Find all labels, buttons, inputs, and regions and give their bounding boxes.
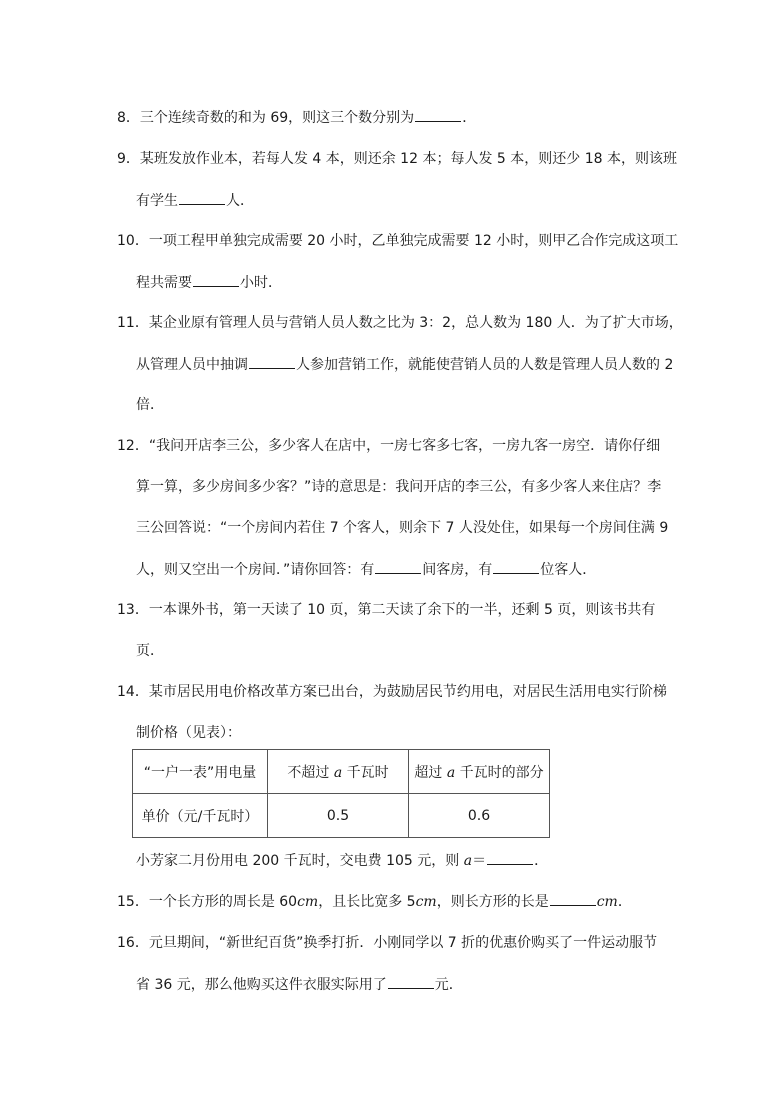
question-10 (117, 231, 678, 251)
question-number: 16． (117, 935, 149, 951)
answer-blank (388, 974, 434, 989)
question-text: 人，则又空出一个房间．”请你回答：有 (136, 562, 375, 578)
cell-text: 超过 (414, 764, 447, 781)
question-text: ． (534, 853, 549, 869)
question-9 (117, 149, 677, 169)
question-12-line-3 (136, 518, 668, 538)
question-text: 有学生 (136, 193, 178, 209)
question-text: ． (617, 894, 632, 910)
price-table (132, 749, 550, 838)
table-header-cell (133, 750, 268, 794)
answer-blank (375, 559, 421, 574)
table-row (133, 794, 550, 838)
variable-a: a (333, 764, 343, 781)
question-text: 页． (136, 643, 164, 659)
question-15 (117, 891, 632, 912)
question-16 (117, 933, 657, 953)
answer-blank (193, 272, 239, 287)
answer-blank (415, 107, 461, 122)
question-9-line-2 (136, 190, 254, 211)
question-text: ，则长方形的长是 (436, 894, 549, 910)
question-number: 12． (117, 438, 149, 454)
question-text: 省 36 元，那么他购买这件衣服实际用了 (136, 977, 387, 993)
question-text: 某班发放作业本，若每人发 4 本，则还余 12 本；每人发 5 本，则还少 18 本，则该班 (139, 151, 677, 167)
question-text: 小时． (240, 275, 282, 291)
table-header-cell (409, 750, 550, 794)
question-text: 一本课外书，第一天读了 10 页，第二天读了余下的一半，还剩 5 页，则该书共有 (148, 602, 656, 618)
question-16-line-2 (136, 974, 463, 995)
question-text: 元． (434, 977, 463, 993)
table-cell: 0.5 (268, 794, 409, 838)
question-14-line-2 (136, 723, 241, 743)
answer-blank (487, 850, 533, 865)
variable-a: a (446, 764, 456, 781)
question-12-line-2 (136, 477, 661, 497)
question-text: 间客房，有 (422, 562, 493, 578)
table-header-cell (268, 750, 409, 794)
question-number: 10． (117, 233, 149, 249)
question-text: 三个连续奇数的和为 69，则这三个数分别为 (139, 110, 415, 126)
answer-blank (249, 354, 295, 369)
cell-text: 千瓦时 (342, 764, 389, 781)
question-text: 小芳家二月份用电 200 千瓦时，交电费 105 元，则 (136, 853, 464, 869)
question-number: 9． (117, 151, 140, 167)
variable-a: a (463, 853, 473, 869)
cell-text: 不超过 (287, 764, 334, 781)
question-text: 制价格（见表）： (136, 725, 241, 741)
question-text: 人． (226, 193, 254, 209)
question-text: ． (462, 110, 477, 126)
question-11-line-2 (136, 354, 673, 375)
question-text: ，且长比宽多 5 (318, 894, 416, 910)
question-14-line-3 (136, 850, 548, 871)
question-number: 13． (117, 602, 149, 618)
question-text: “我问开店李三公，多少客人在店中，一房七客多七客，一房九客一房空．请你仔细 (148, 438, 661, 454)
question-8 (117, 107, 476, 128)
question-text: 程共需要 (136, 275, 192, 291)
question-number: 15． (117, 894, 149, 910)
table-row (133, 750, 550, 794)
question-12-line-4 (136, 559, 596, 580)
question-11 (117, 313, 683, 333)
table-cell: 0.6 (409, 794, 550, 838)
question-text: ＝ (472, 853, 487, 869)
question-11-line-3 (136, 395, 164, 415)
question-text: 某市居民用电价格改革方案已出台，为鼓励居民节约用电，对居民生活用电实行阶梯 (148, 684, 667, 700)
question-13-line-2 (136, 641, 164, 661)
answer-blank (493, 559, 539, 574)
question-number: 14． (117, 684, 149, 700)
question-12 (117, 436, 660, 456)
question-number: 11． (117, 315, 149, 331)
question-text: 一个长方形的周长是 60 (148, 894, 298, 910)
question-14 (117, 682, 667, 702)
question-text: 位客人． (540, 562, 597, 578)
unit-cm: cm (415, 894, 437, 910)
question-text: 人参加营销工作，就能使营销人员的人数是管理人员人数的 2 (296, 357, 674, 373)
question-text: 从管理人员中抽调 (136, 357, 248, 373)
question-text: 算一算，多少房间多少客？”诗的意思是：我问开店的李三公，有多少客人来住店？李 (136, 479, 662, 495)
cell-text: 千瓦时的部分 (455, 764, 544, 781)
cell-text: “一户一表”用电量 (143, 764, 257, 781)
answer-blank (179, 190, 225, 205)
question-text: 某企业原有管理人员与营销人员人数之比为 3：2，总人数为 180 人．为了扩大市场， (148, 315, 683, 331)
question-number: 8． (117, 110, 140, 126)
unit-cm: cm (596, 894, 618, 910)
question-text: 元旦期间，“新世纪百货”换季打折．小刚同学以 7 折的优惠价购买了一件运动服节 (148, 935, 658, 951)
question-text: 三公回答说：“一个房间内若住 7 个客人，则余下 7 人没处住，如果每一个房间住满 9 (136, 520, 669, 536)
table-cell: 单价（元/千瓦时） (133, 794, 268, 838)
unit-cm: cm (297, 894, 319, 910)
question-text: 倍． (136, 397, 164, 413)
answer-blank (550, 891, 596, 906)
question-text: 一项工程甲单独完成需要 20 小时，乙单独完成需要 12 小时，则甲乙合作完成这项工 (148, 233, 679, 249)
question-10-line-2 (136, 272, 282, 293)
question-13 (117, 600, 655, 620)
